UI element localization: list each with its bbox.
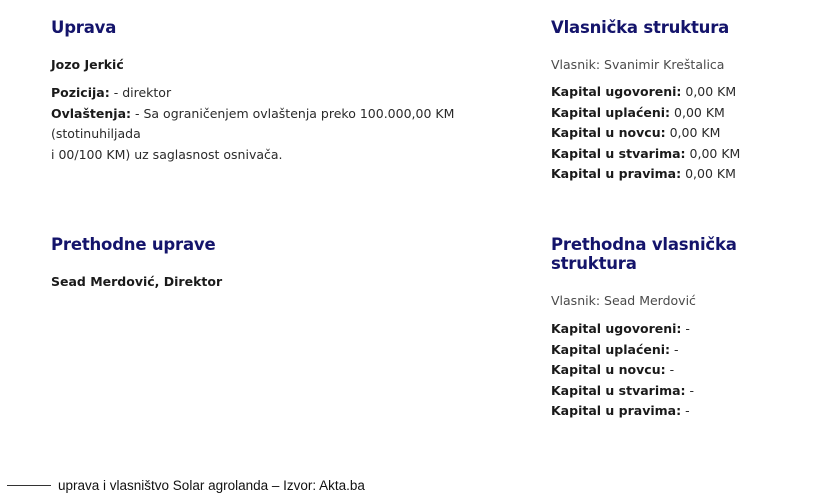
uprava-heading: Uprava xyxy=(51,18,117,37)
capital-label: Kapital u stvarima: xyxy=(551,145,686,161)
ovlastenja-line-2: i 00/100 KM) uz saglasnost osnivača. xyxy=(51,146,283,162)
image-caption xyxy=(0,476,365,494)
capital-value: 0,00 KM xyxy=(670,104,725,120)
capital-value: - xyxy=(681,321,690,336)
uprava-section xyxy=(51,18,531,165)
uprava-name: Jozo Jerkić xyxy=(51,57,124,72)
capital-row xyxy=(551,360,821,381)
capital-row xyxy=(551,103,821,124)
prethodne-uprave-section xyxy=(51,235,531,289)
capital-value: 0,00 KM xyxy=(685,145,741,161)
capital-label: Kapital u pravima: xyxy=(551,166,682,182)
vlasnicka-heading: Vlasnička struktura xyxy=(551,18,730,37)
vlasnicka-capital-list xyxy=(551,82,821,185)
capital-value: - xyxy=(665,362,675,378)
pozicija-value: - direktor xyxy=(109,85,172,100)
capital-row xyxy=(551,123,821,144)
capital-value: - xyxy=(681,403,690,419)
capital-value: 0,00 KM xyxy=(665,125,721,141)
prethodna-vlasnicka-section xyxy=(551,235,821,422)
capital-label: Kapital u pravima: xyxy=(551,403,682,419)
capital-row xyxy=(551,381,821,402)
capital-row xyxy=(551,164,821,185)
caption-text: uprava i vlasništvo Solar agrolanda – Izvor: Akta.ba xyxy=(58,477,365,493)
prethodna-vlasnicka-heading: Prethodna vlasnička struktura xyxy=(551,235,737,273)
vlasnicka-section xyxy=(551,18,821,185)
prethodna-capital-list xyxy=(551,319,821,422)
capital-label: Kapital u novcu: xyxy=(551,125,666,141)
capital-row xyxy=(551,340,821,361)
capital-row xyxy=(551,319,821,340)
capital-row xyxy=(551,401,821,422)
capital-label: Kapital ugovoreni: xyxy=(551,84,682,99)
capital-label: Kapital uplaćeni: xyxy=(551,104,671,120)
prethodna-vlasnicka-owner: Vlasnik: Sead Merdović xyxy=(551,293,696,308)
capital-value: - xyxy=(670,341,679,357)
ovlastenja-label: Ovlaštenja: xyxy=(51,105,132,121)
pozicija-line xyxy=(51,83,531,104)
vlasnicka-owner: Vlasnik: Svanimir Kreštalica xyxy=(551,57,725,72)
pozicija-label: Pozicija: xyxy=(51,85,110,100)
capital-value: 0,00 KM xyxy=(681,166,736,182)
uprava-details xyxy=(51,83,531,165)
capital-value: - xyxy=(685,382,695,398)
caption-rule xyxy=(7,485,51,486)
ovlastenja-value: - Sa ograničenjem ovlaštenja preko 100.000,00 KM (stotinuhiljada xyxy=(51,105,455,142)
capital-row xyxy=(551,144,821,165)
ovlastenja-line xyxy=(51,104,531,145)
capital-label: Kapital ugovoreni: xyxy=(551,321,682,336)
capital-label: Kapital u novcu: xyxy=(551,362,666,378)
capital-row xyxy=(551,82,821,103)
capital-label: Kapital uplaćeni: xyxy=(551,341,671,357)
prethodne-uprave-heading: Prethodne uprave xyxy=(51,235,216,254)
prethodne-uprave-name: Sead Merdović, Direktor xyxy=(51,274,223,289)
capital-value: 0,00 KM xyxy=(681,84,737,99)
capital-label: Kapital u stvarima: xyxy=(551,382,686,398)
